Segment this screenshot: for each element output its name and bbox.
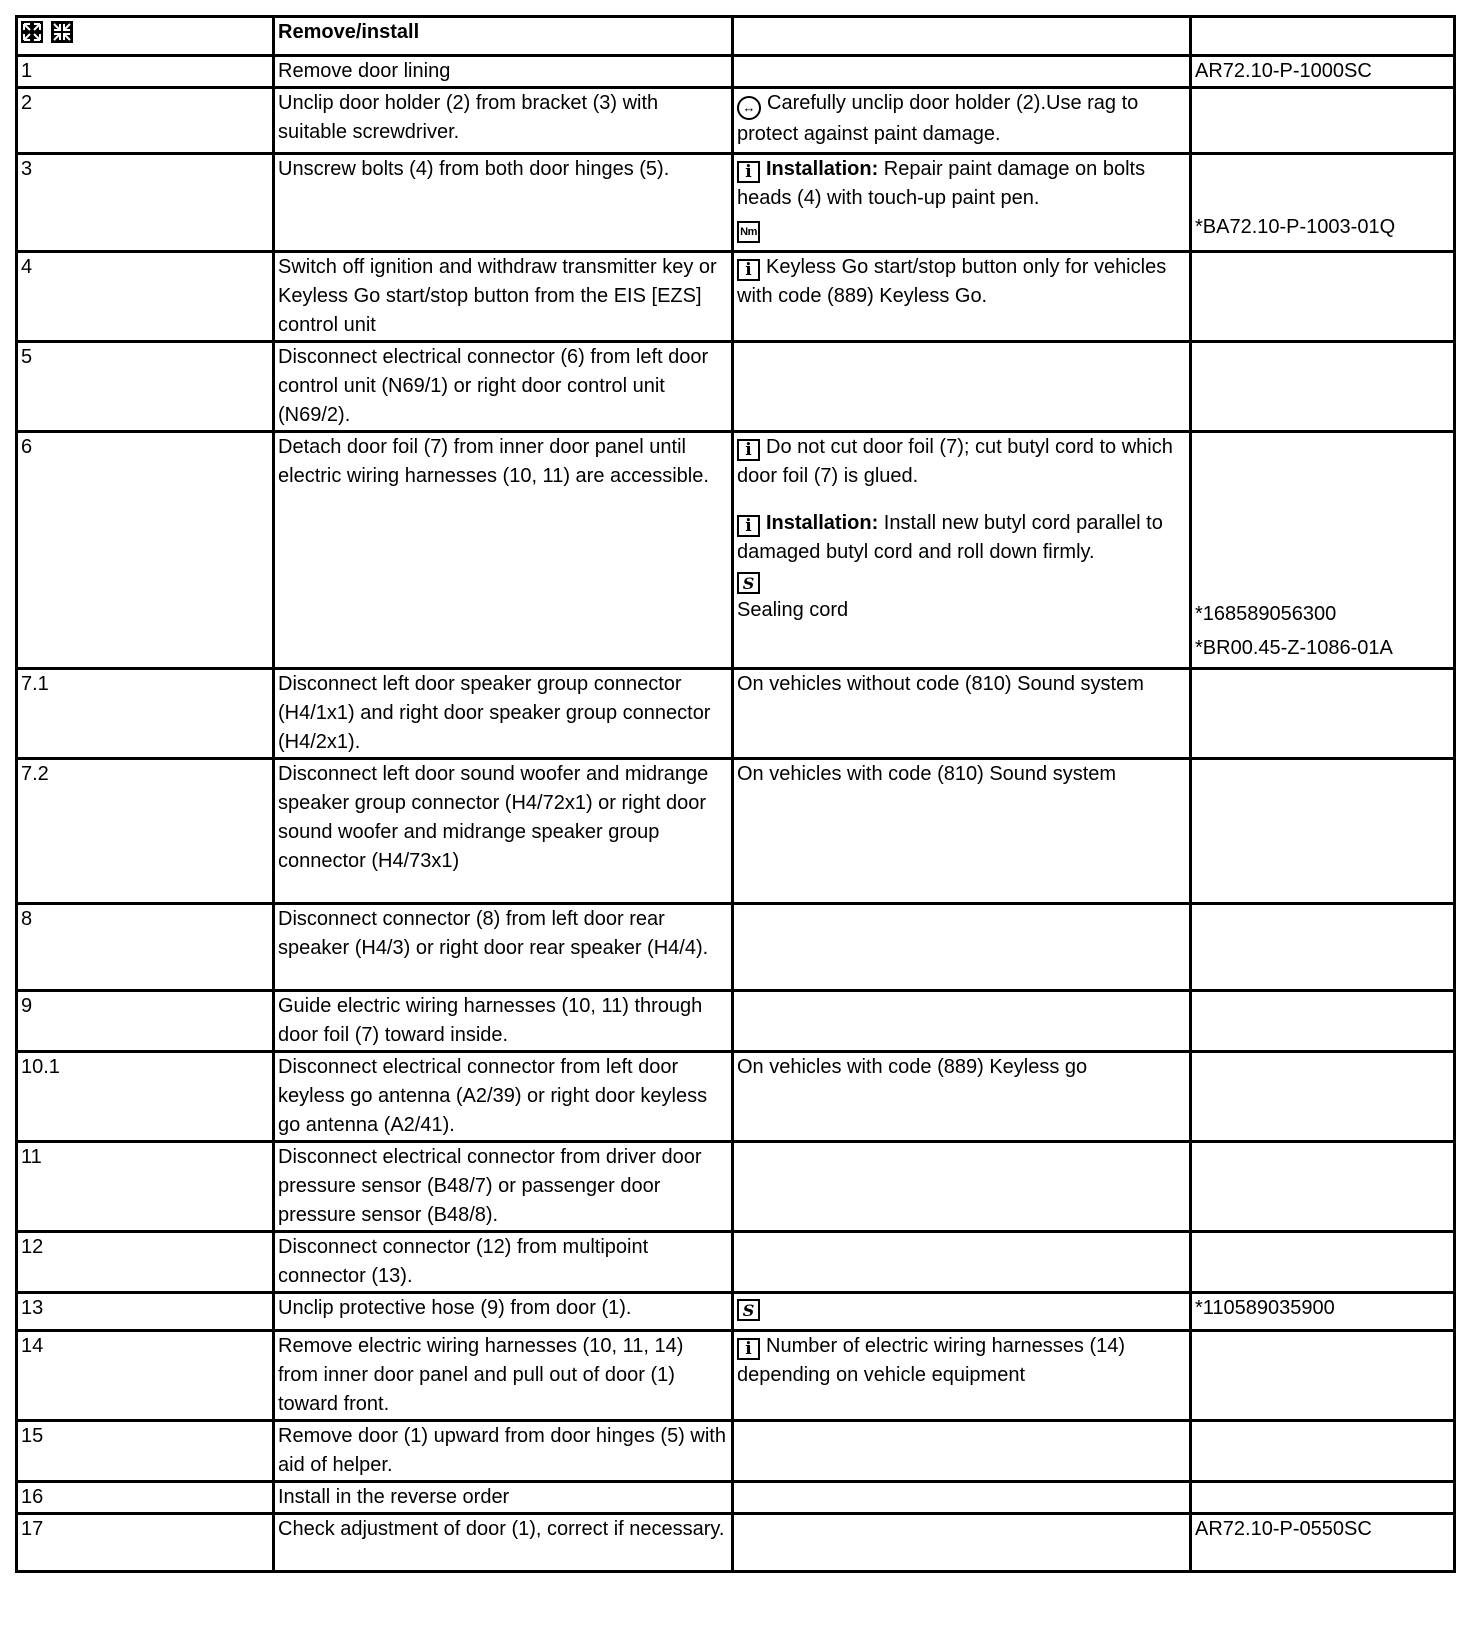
reference-link[interactable]: *168589056300 bbox=[1195, 603, 1337, 625]
step-text: Detach door foil (7) from inner door panel until electric wiring harnesses (10, 11) are accessible. bbox=[274, 432, 733, 669]
table-row bbox=[17, 1514, 1455, 1572]
reference-cell bbox=[1191, 88, 1455, 154]
note-text: On vehicles without code (810) Sound system bbox=[733, 669, 1191, 759]
step-number: 15 bbox=[17, 1421, 274, 1482]
table-row bbox=[17, 56, 1455, 88]
reference-cell bbox=[1191, 1052, 1455, 1142]
reference-cell bbox=[1191, 904, 1455, 991]
note-cell bbox=[733, 1293, 1191, 1331]
table-row bbox=[17, 1293, 1455, 1331]
note-text: Keyless Go start/stop button only for vehicles with code (889) Keyless Go. bbox=[737, 256, 1167, 307]
note-label: Installation: bbox=[766, 512, 879, 534]
table-row bbox=[17, 252, 1455, 342]
table-row bbox=[17, 88, 1455, 154]
step-number: 7.2 bbox=[17, 759, 274, 904]
collapse-all-icon[interactable] bbox=[51, 21, 73, 43]
step-text: Remove door (1) upward from door hinges (5) with aid of helper. bbox=[274, 1421, 733, 1482]
table-row bbox=[17, 1482, 1455, 1514]
step-text: Switch off ignition and withdraw transmitter key or Keyless Go start/stop button from the EIS [EZS] control unit bbox=[274, 252, 733, 342]
note-cell bbox=[733, 1232, 1191, 1293]
note-text: Do not cut door foil (7); cut butyl cord to which door foil (7) is glued. bbox=[737, 436, 1173, 487]
table-row bbox=[17, 904, 1455, 991]
note-text: On vehicles with code (889) Keyless go bbox=[733, 1052, 1191, 1142]
table-row bbox=[17, 669, 1455, 759]
step-text: Check adjustment of door (1), correct if necessary. bbox=[274, 1514, 733, 1572]
note-text: Number of electric wiring harnesses (14) depending on vehicle equipment bbox=[737, 1335, 1126, 1386]
step-number: 3 bbox=[17, 154, 274, 252]
step-text: Remove electric wiring harnesses (10, 11, 14) from inner door panel and pull out of door (1) toward front. bbox=[274, 1331, 733, 1421]
table-row bbox=[17, 1232, 1455, 1293]
reference-link[interactable]: *BA72.10-P-1003-01Q bbox=[1195, 216, 1396, 238]
step-number: 17 bbox=[17, 1514, 274, 1572]
step-text: Disconnect electrical connector from left door keyless go antenna (A2/39) or right door keyless go antenna (A2/41). bbox=[274, 1052, 733, 1142]
sealant-icon[interactable]: S bbox=[737, 1299, 760, 1321]
info-icon: i bbox=[737, 1338, 760, 1360]
table-row bbox=[17, 1331, 1455, 1421]
step-number: 13 bbox=[17, 1293, 274, 1331]
table-row bbox=[17, 991, 1455, 1052]
step-number: 6 bbox=[17, 432, 274, 669]
reference-link[interactable]: *BR00.45-Z-1086-01A bbox=[1195, 637, 1393, 659]
reference-link[interactable]: *110589035900 bbox=[1191, 1293, 1455, 1331]
reference-cell bbox=[1191, 342, 1455, 432]
reference-cell bbox=[1191, 432, 1455, 669]
step-text: Unclip door holder (2) from bracket (3) with suitable screwdriver. bbox=[274, 88, 733, 154]
reference-cell bbox=[1191, 1421, 1455, 1482]
note-cell bbox=[733, 56, 1191, 88]
note-cell bbox=[733, 1514, 1191, 1572]
torque-icon[interactable]: Nm bbox=[737, 221, 760, 243]
step-number: 8 bbox=[17, 904, 274, 991]
note-cell bbox=[733, 991, 1191, 1052]
reference-cell bbox=[1191, 1331, 1455, 1421]
reference-cell bbox=[1191, 1482, 1455, 1514]
note-cell bbox=[733, 432, 1191, 669]
reference-cell bbox=[1191, 1232, 1455, 1293]
step-number: 14 bbox=[17, 1331, 274, 1421]
table-row bbox=[17, 342, 1455, 432]
step-text: Unscrew bolts (4) from both door hinges (5). bbox=[274, 154, 733, 252]
material-name: Sealing cord bbox=[737, 599, 849, 621]
step-text: Guide electric wiring harnesses (10, 11) through door foil (7) toward inside. bbox=[274, 991, 733, 1052]
note-cell bbox=[733, 1142, 1191, 1232]
step-number: 2 bbox=[17, 88, 274, 154]
step-text: Install in the reverse order bbox=[274, 1482, 733, 1514]
step-number: 11 bbox=[17, 1142, 274, 1232]
table-row bbox=[17, 154, 1455, 252]
reference-cell bbox=[1191, 1142, 1455, 1232]
note-cell bbox=[733, 252, 1191, 342]
step-text: Disconnect left door sound woofer and midrange speaker group connector (H4/72x1) or right door sound woofer and midrange speaker group connector (H4/73x1) bbox=[274, 759, 733, 904]
info-icon: i bbox=[737, 259, 760, 281]
reference-cell bbox=[1191, 252, 1455, 342]
step-text: Disconnect connector (12) from multipoint connector (13). bbox=[274, 1232, 733, 1293]
step-text: Remove door lining bbox=[274, 56, 733, 88]
procedure-table bbox=[15, 15, 1456, 1573]
step-number: 1 bbox=[17, 56, 274, 88]
table-row bbox=[17, 1052, 1455, 1142]
header-empty-cell bbox=[1191, 17, 1455, 56]
step-number: 4 bbox=[17, 252, 274, 342]
step-text: Disconnect electrical connector from driver door pressure sensor (B48/7) or passenger door pressure sensor (B48/8). bbox=[274, 1142, 733, 1232]
sealant-icon[interactable]: S bbox=[737, 572, 760, 594]
note-cell bbox=[733, 88, 1191, 154]
note-cell bbox=[733, 904, 1191, 991]
note-cell bbox=[733, 154, 1191, 252]
table-row bbox=[17, 1142, 1455, 1232]
step-number: 5 bbox=[17, 342, 274, 432]
step-number: 12 bbox=[17, 1232, 274, 1293]
expand-all-icon[interactable] bbox=[21, 21, 43, 43]
info-icon: i bbox=[737, 515, 760, 537]
note-text: On vehicles with code (810) Sound system bbox=[733, 759, 1191, 904]
note-cell bbox=[733, 1482, 1191, 1514]
caution-icon: ↔ bbox=[737, 96, 761, 120]
note-text: Repair paint damage on bolts heads (4) with touch-up paint pen. bbox=[737, 158, 1146, 209]
step-number: 9 bbox=[17, 991, 274, 1052]
table-row bbox=[17, 1421, 1455, 1482]
table-header-row bbox=[17, 17, 1455, 56]
note-text: Carefully unclip door holder (2).Use rag to protect against paint damage. bbox=[737, 92, 1139, 145]
note-cell bbox=[733, 1421, 1191, 1482]
header-title: Remove/install bbox=[274, 17, 733, 56]
reference-cell bbox=[1191, 154, 1455, 252]
step-text: Unclip protective hose (9) from door (1). bbox=[274, 1293, 733, 1331]
table-row bbox=[17, 432, 1455, 669]
note-label: Installation: bbox=[766, 158, 879, 180]
reference-link[interactable]: AR72.10-P-0550SC bbox=[1191, 1514, 1455, 1572]
table-row bbox=[17, 759, 1455, 904]
reference-link[interactable]: AR72.10-P-1000SC bbox=[1191, 56, 1455, 88]
reference-cell bbox=[1191, 991, 1455, 1052]
note-cell bbox=[733, 342, 1191, 432]
note-text: Install new butyl cord parallel to damaged butyl cord and roll down firmly. bbox=[737, 512, 1163, 563]
step-number: 10.1 bbox=[17, 1052, 274, 1142]
step-text: Disconnect connector (8) from left door rear speaker (H4/3) or right door rear speaker (H4/4). bbox=[274, 904, 733, 991]
step-text: Disconnect electrical connector (6) from left door control unit (N69/1) or right door control unit (N69/2). bbox=[274, 342, 733, 432]
note-cell bbox=[733, 1331, 1191, 1421]
step-text: Disconnect left door speaker group connector (H4/1x1) and right door speaker group connector (H4/2x1). bbox=[274, 669, 733, 759]
header-icon-cell bbox=[17, 17, 274, 56]
info-icon: i bbox=[737, 161, 760, 183]
step-number: 16 bbox=[17, 1482, 274, 1514]
step-number: 7.1 bbox=[17, 669, 274, 759]
info-icon: i bbox=[737, 439, 760, 461]
reference-cell bbox=[1191, 669, 1455, 759]
reference-cell bbox=[1191, 759, 1455, 904]
header-empty-cell bbox=[733, 17, 1191, 56]
